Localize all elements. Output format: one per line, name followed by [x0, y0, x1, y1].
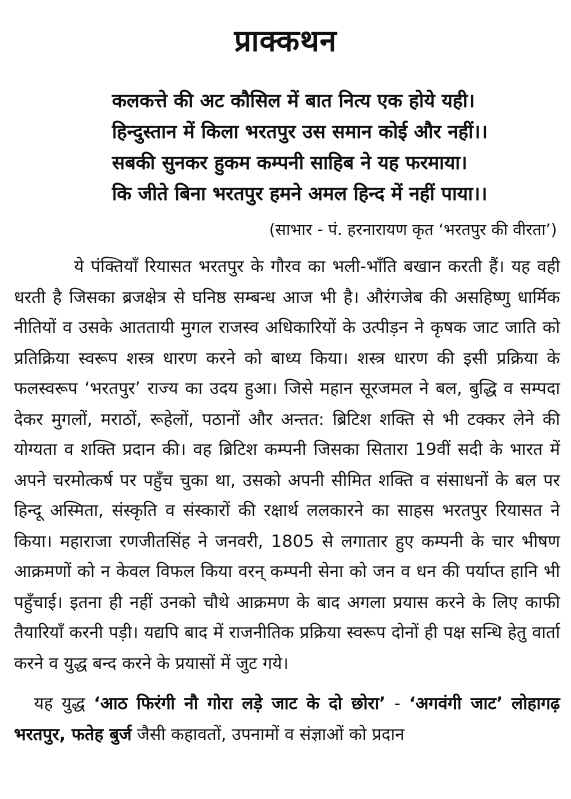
verse-line-2: हिन्दुस्तान में किला भरतपुर उस समान कोई और नहीं।। — [112, 121, 488, 143]
paragraph-2-prefix: यह युद्ध — [34, 694, 94, 714]
quote-phrase-3: लोहागढ़ भरतपुर, फतेह बुर्ज — [14, 694, 561, 745]
body-text — [14, 252, 560, 750]
verse-credit: (साभार - पं. हरनारायण कृत ‘भरतपुर की वीरता’) — [269, 220, 557, 239]
paragraph-2-suffix: जैसी कहावतों, उपनामों व संज्ञाओं को प्रदान — [131, 724, 405, 745]
paragraph-2-separator: - — [385, 694, 410, 714]
quote-phrase-1: ‘आठ फिरंगी नौ गोरा लड़े जाट के दो छोरा’ — [93, 694, 386, 714]
verse-line-1: कलकत्ते की अट कौसिल में बात नित्य एक होये यही। — [112, 90, 475, 112]
verse-line-4: कि जीते बिना भरतपुर हमने अमल हिन्द में नहीं पाया।। — [112, 183, 488, 205]
quote-phrase-2: ‘अगवंगी जाट’ — [409, 694, 503, 714]
page-title: प्राक्कथन — [234, 24, 337, 59]
verse-line-3: सबकी सुनकर हुकम कम्पनी साहिब ने यह फरमाया। — [112, 152, 468, 174]
verse-block — [112, 86, 552, 210]
paragraph-2 — [14, 689, 560, 750]
paragraph-1: ये पंक्तियाँ रियासत भरतपुर के गौरव का भली-भाँति बखान करती हैं। यह वही धरती है जिसका ब्रजक्षेत्र से घनिष्ठ सम्बन्ध आज भी है। औरंगजेब की असहिष्णु धार्मिक नीतियों व उसके आततायी मुगल राजस्व अधिकारियों के उत्पीड़न ने कृषक जाट जाति को प्रतिक्रिया स्वरूप शस्त्र धारण करने को बाध्य किया। शस्त्र धारण की इसी प्रक्रिया के फलस्वरूप ‘भरतपुर’ राज्य का उदय हुआ। जिसे महान सूरजमल ने बल, बुद्धि व सम्पदा देकर मुगलों, मराठों, रूहेलों, पठानों और अन्तत: ब्रिटिश शक्ति से भी टक्कर लेने की योग्यता व शक्ति प्रदान की। वह ब्रिटिश कम्पनी जिसका सितारा 19वीं सदी के भारत में अपने चरमोत्कर्ष पर पहुँच चुका था, उसको अपनी सीमित शक्ति व संसाधनों के बल पर हिन्दू अस्मिता, संस्कृति व संस्कारों की रक्षार्थ ललकारने का साहस भरतपुर रियासत ने किया। महाराजा रणजीतसिंह ने जनवरी, 1805 से लगातार हुए कम्पनी के चार भीषण आक्रमणों को न केवल विफल किया वरन् कम्पनी सेना को जन व धन की पर्याप्त हानि भी पहुँचाई। इतना ही नहीं उनको चौथे आक्रमण के बाद अगला प्रयास करने के लिए काफी तैयारियाँ करनी पड़ी। यद्यपि बाद में राजनीतिक प्रक्रिया स्वरूप दोनों ही पक्ष सन्धि हेतु वार्ता करने व युद्ध बन्द करने के प्रयासों में जुट गये। — [14, 257, 560, 674]
paragraph-2-space — [503, 694, 512, 714]
